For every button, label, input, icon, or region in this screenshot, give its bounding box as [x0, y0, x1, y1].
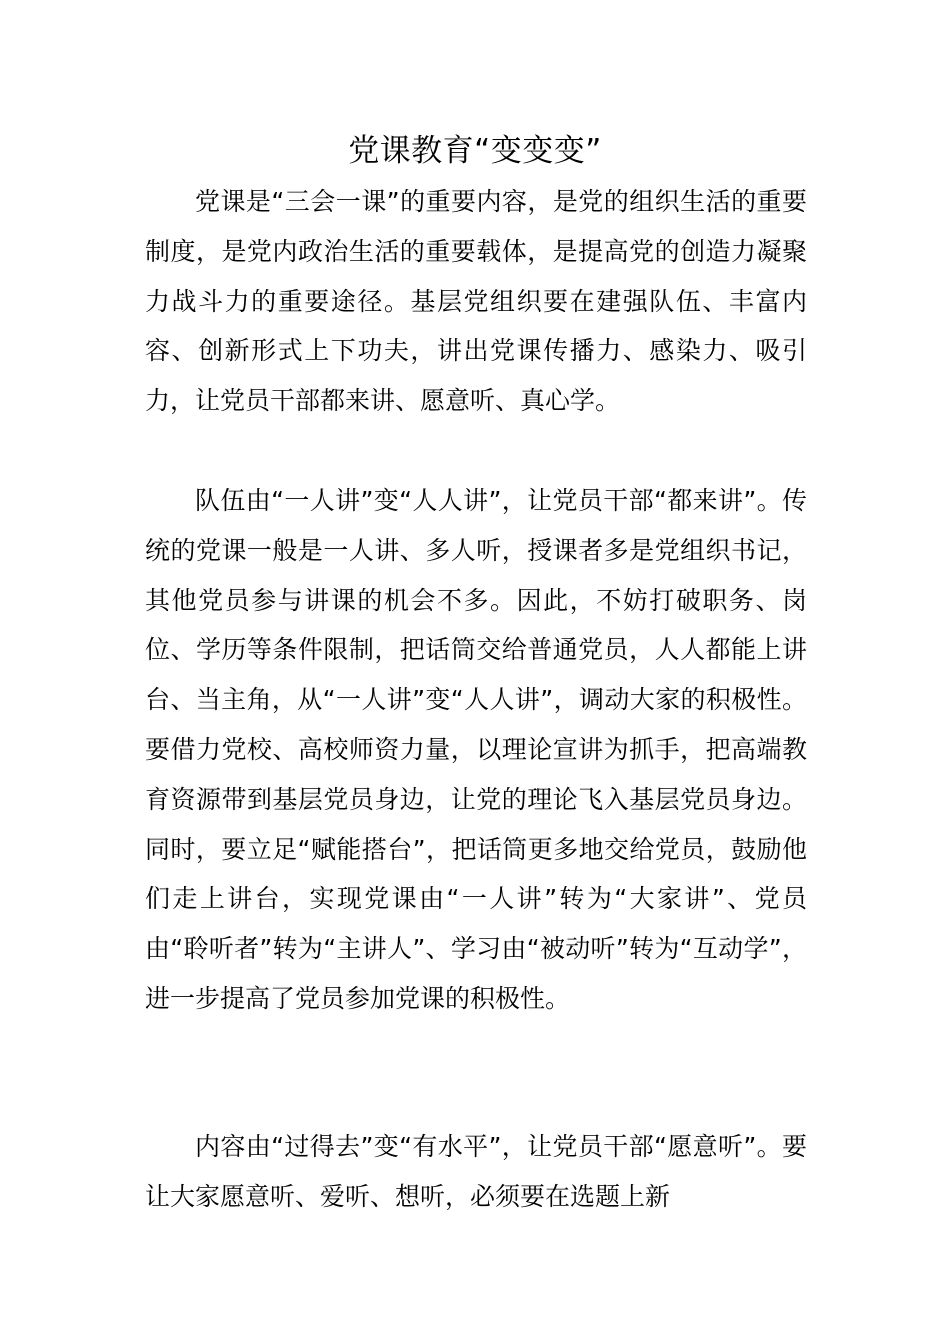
paragraph-intro: 党课是“三会一课”的重要内容，是党的组织生活的重要制度，是党内政治生活的重要载体，是提高党的创造力凝聚力战斗力的重要途径。基层党组织要在建强队伍、丰富内容、创新形式上下功夫，讲出党课传播力、感染力、吸引力，让党员干部都来讲、愿意听、真心学。: [145, 187, 807, 416]
paragraph-team: 队伍由“一人讲”变“人人讲”，让党员干部“都来讲”。传统的党课一般是一人讲、多人听，授课者多是党组织书记，其他党员参与讲课的机会不多。因此，不妨打破职务、岗位、学历等条件限制，把话筒交给普通党员，人人都能上讲台、当主角，从“一人讲”变“人人讲”，调动大家的积极性。要借力党校、高校师资力量，以理论宣讲为抓手，把高端教育资源带到基层党员身边，让党的理论飞入基层党员身边。同时，要立足“赋能搭台”，把话筒更多地交给党员，鼓励他们走上讲台，实现党课由“一人讲”转为“大家讲”、党员由“聆听者”转为“主讲人”、学习由“被动听”转为“互动学”，进一步提高了党员参加党课的积极性。: [145, 486, 807, 1013]
paragraph-content: 内容由“过得去”变“有水平”，让党员干部“愿意听”。要让大家愿意听、爱听、想听，必须要在选题上新: [145, 1132, 807, 1211]
document-title: 党课教育“变变变”: [348, 133, 602, 169]
